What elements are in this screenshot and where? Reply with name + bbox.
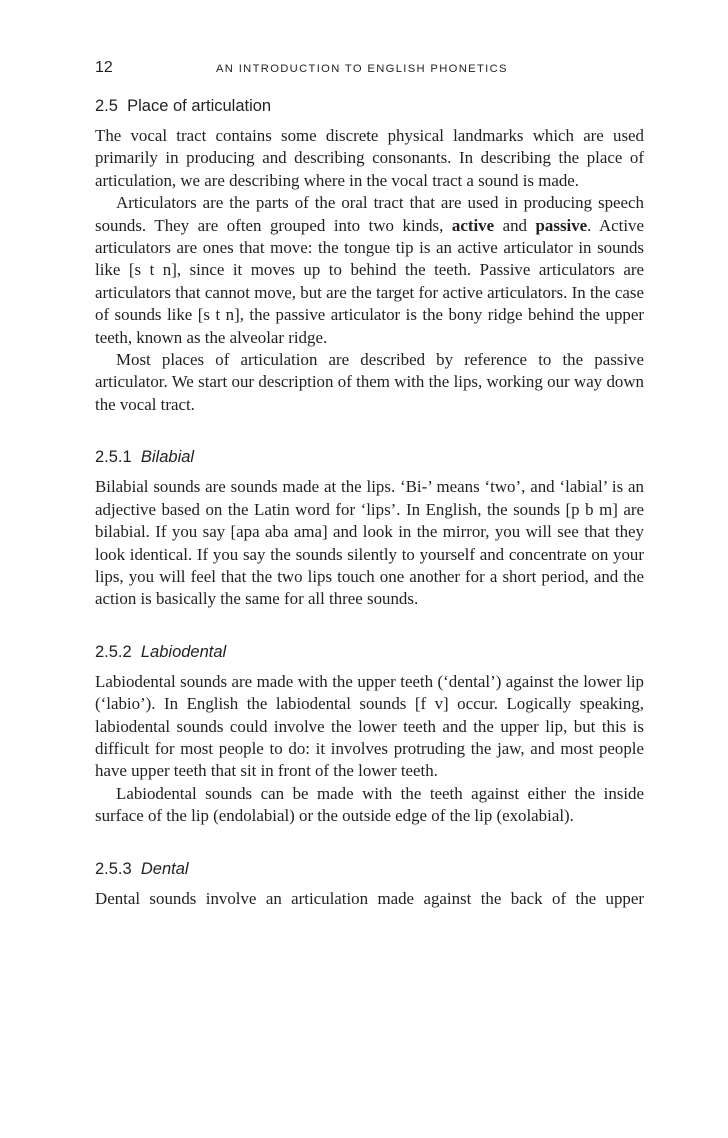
book-page: [95, 58, 644, 910]
spacer: [95, 416, 644, 447]
term-active: active: [451, 215, 495, 235]
spacer: [95, 828, 644, 859]
subsection-number: 2.5.2: [95, 642, 132, 661]
running-head-title: AN INTRODUCTION TO ENGLISH PHONETICS: [216, 63, 508, 75]
paragraph: Labiodental sounds can be made with the teeth against either the inside surface of the lip (endolabial) or the outside edge of the lip (exolabial).: [95, 783, 644, 826]
paragraph: Labiodental sounds are made with the upper teeth (‘dental’) against the lower lip (‘labio’). In English the labiodental sounds [f v] occur. Logically speaking, labiodental sounds could involve the lower teeth and the upper lip, but this is difficult for most people to do: it involves protruding the jaw, and most people have upper teeth that sit in front of the lower teeth.: [95, 671, 644, 781]
section-heading: [95, 96, 644, 116]
paragraph: The vocal tract contains some discrete physical landmarks which are used primarily in producing and describing consonants. In describing the place of articulation, we are describing where in the vocal tract a sound is made.: [95, 126, 644, 190]
subsection-heading: [95, 447, 644, 467]
paragraph: Bilabial sounds are sounds made at the lips. ‘Bi-’ means ‘two’, and ‘labial’ is an adjective based on the Latin word for ‘lips’. In English, the sounds [p b m] are bilabial. If you say [apa aba ama] and look in the mirror, you will see that they look identical. If you say the sounds silently to yourself and concentrate on your lips, you will feel that the two lips touch one another for a short period, and the action is basically the same for all three sounds.: [95, 477, 644, 609]
text-run: . Active articulators are ones that move: the tongue tip is an active articulator in sounds like [s t n], since it moves up to behind the teeth. Passive articulators are articulators that cannot move, but are the target for active articulators. In the case of sounds like [s t n], the passive articulator is the bony ridge behind the upper teeth, known as the alveolar ridge.: [95, 215, 644, 347]
subsection-heading: [95, 859, 644, 879]
section-number: 2.5: [95, 97, 118, 115]
text-run: Articulators are the parts of the oral tract that are used in producing speech sounds. They are often grouped into two kinds,: [95, 193, 644, 235]
subsection-title: Dental: [140, 859, 189, 878]
spacer: [95, 611, 644, 642]
section-title: Place of articulation: [127, 97, 272, 115]
subsection-heading: [95, 642, 644, 662]
subsection-title: Bilabial: [140, 448, 195, 467]
running-head: [95, 58, 644, 80]
text-run: and: [494, 215, 536, 235]
subsection-title: Labiodental: [140, 642, 227, 661]
term-passive: passive: [535, 215, 588, 235]
paragraph: [95, 192, 644, 349]
paragraph: Dental sounds involve an articulation made against the back of the upper: [95, 888, 644, 908]
subsection-number: 2.5.3: [95, 859, 132, 878]
subsection-number: 2.5.1: [95, 448, 132, 467]
paragraph: Most places of articulation are described by reference to the passive articulator. We start our description of them with the lips, working our way down the vocal tract.: [95, 350, 644, 414]
page-number: 12: [95, 59, 113, 76]
